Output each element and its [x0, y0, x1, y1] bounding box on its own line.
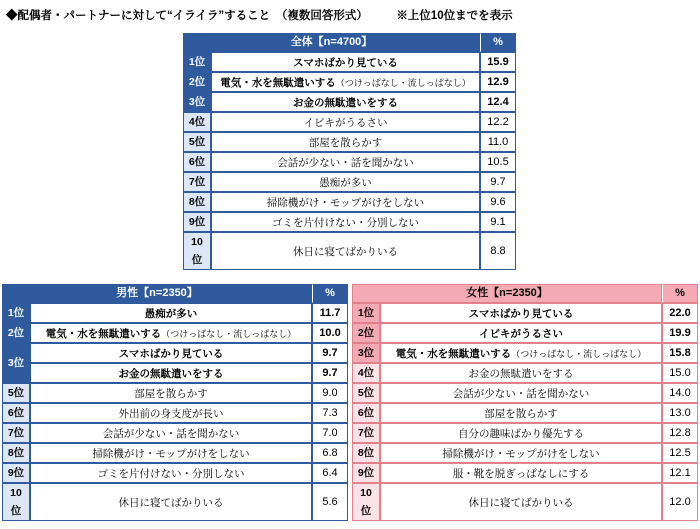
table-male	[2, 284, 348, 521]
table-row	[183, 172, 516, 192]
table-row	[352, 343, 698, 363]
page-title-note: ※上位10位までを表示	[396, 10, 513, 22]
table-header-row	[2, 284, 348, 303]
rank-cell: 1位	[2, 303, 30, 323]
table-row	[2, 343, 348, 363]
rank-cell: 3位	[352, 343, 380, 363]
rank-cell: 10位	[2, 483, 30, 521]
label-cell: 自分の趣味ばかり優先する	[380, 423, 662, 443]
table-row	[352, 303, 698, 323]
table-row	[183, 112, 516, 132]
value-cell: 12.9	[480, 72, 516, 92]
table-row	[183, 232, 516, 270]
rank-cell: 8位	[352, 443, 380, 463]
column-header-overall: 全体【n=4700】	[183, 33, 480, 52]
label-cell: イビキがうるさい	[211, 112, 480, 132]
table-female	[352, 284, 698, 521]
rank-cell: 3位	[2, 343, 30, 383]
label-main: 電気・水を無駄遣いする	[395, 347, 512, 360]
label-main: 電気・水を無駄遣いする	[45, 327, 162, 340]
rank-cell: 5位	[183, 132, 211, 152]
column-header-percent: %	[312, 284, 348, 303]
label-cell: スマホばかり見ている	[380, 303, 662, 323]
label-sub: （つけっぱなし・流しっぱなし）	[335, 77, 471, 88]
table-row	[2, 463, 348, 483]
rank-cell: 6位	[2, 403, 30, 423]
label-cell: お金の無駄遣いをする	[380, 363, 662, 383]
table-overall	[183, 33, 516, 270]
table-row	[2, 423, 348, 443]
rank-cell: 6位	[352, 403, 380, 423]
rank-cell: 8位	[183, 192, 211, 212]
label-cell: お金の無駄遣いをする	[211, 92, 480, 112]
table-row	[352, 443, 698, 463]
label-cell: 休日に寝てばかりいる	[380, 483, 662, 521]
rank-cell: 5位	[2, 383, 30, 403]
label-cell: 外出前の身支度が長い	[30, 403, 312, 423]
value-cell: 15.9	[480, 52, 516, 72]
label-cell: 部屋を散らかす	[211, 132, 480, 152]
value-cell: 9.7	[480, 172, 516, 192]
value-cell: 22.0	[662, 303, 698, 323]
rank-cell: 7位	[183, 172, 211, 192]
column-header-percent: %	[480, 33, 516, 52]
table-row	[2, 483, 348, 521]
rank-cell: 1位	[183, 52, 211, 72]
label-cell: スマホばかり見ている	[30, 343, 312, 363]
page-title-text: ◆配偶者・パートナーに対して“イライラ”すること （複数回答形式）	[6, 10, 368, 22]
table-row	[183, 72, 516, 92]
table-row	[352, 423, 698, 443]
rank-cell: 2位	[352, 323, 380, 343]
label-cell: お金の無駄遣いをする	[30, 363, 312, 383]
value-cell: 15.8	[662, 343, 698, 363]
table-row	[2, 403, 348, 423]
value-cell: 13.0	[662, 403, 698, 423]
table-row	[352, 363, 698, 383]
value-cell: 9.7	[312, 363, 348, 383]
label-cell: 休日に寝てばかりいる	[30, 483, 312, 521]
table-row	[352, 383, 698, 403]
label-cell: 休日に寝てばかりいる	[211, 232, 480, 270]
label-cell	[380, 343, 662, 363]
table-row	[183, 192, 516, 212]
rank-cell: 1位	[352, 303, 380, 323]
value-cell: 7.0	[312, 423, 348, 443]
label-sub: （つけっぱなし・流しっぱなし）	[511, 348, 647, 359]
value-cell: 9.7	[312, 343, 348, 363]
rank-cell: 9位	[2, 463, 30, 483]
value-cell: 5.6	[312, 483, 348, 521]
table-row	[183, 92, 516, 112]
rank-cell: 4位	[352, 363, 380, 383]
value-cell: 10.5	[480, 152, 516, 172]
column-header-female: 女性【n=2350】	[352, 284, 662, 303]
label-cell: 服・靴を脱ぎっぱなしにする	[380, 463, 662, 483]
value-cell: 14.0	[662, 383, 698, 403]
value-cell: 11.0	[480, 132, 516, 152]
value-cell: 12.2	[480, 112, 516, 132]
label-cell: 会話が少ない・話を聞かない	[211, 152, 480, 172]
label-cell	[211, 72, 480, 92]
rank-cell: 6位	[183, 152, 211, 172]
label-cell: 会話が少ない・話を聞かない	[380, 383, 662, 403]
label-cell: イビキがうるさい	[380, 323, 662, 343]
label-cell: 部屋を散らかす	[380, 403, 662, 423]
table-row	[352, 463, 698, 483]
table-row	[2, 323, 348, 343]
label-cell: ゴミを片付けない・分別しない	[30, 463, 312, 483]
table-row	[352, 323, 698, 343]
column-header-male: 男性【n=2350】	[2, 284, 312, 303]
label-cell: 会話が少ない・話を聞かない	[30, 423, 312, 443]
table-header-row	[183, 33, 516, 52]
table-row	[2, 443, 348, 463]
table-row	[2, 383, 348, 403]
column-header-percent: %	[662, 284, 698, 303]
table-row	[2, 303, 348, 323]
value-cell: 19.9	[662, 323, 698, 343]
value-cell: 7.3	[312, 403, 348, 423]
table-row	[183, 132, 516, 152]
rank-cell: 8位	[2, 443, 30, 463]
label-cell: 愚痴が多い	[211, 172, 480, 192]
table-row	[352, 483, 698, 521]
rank-cell: 2位	[183, 72, 211, 92]
label-cell: 掃除機がけ・モップがけをしない	[380, 443, 662, 463]
value-cell: 10.0	[312, 323, 348, 343]
rank-cell: 7位	[2, 423, 30, 443]
label-cell: 掃除機がけ・モップがけをしない	[211, 192, 480, 212]
value-cell: 12.5	[662, 443, 698, 463]
value-cell: 12.0	[662, 483, 698, 521]
table-row	[2, 363, 348, 383]
rank-cell: 9位	[352, 463, 380, 483]
value-cell: 11.7	[312, 303, 348, 323]
value-cell: 6.4	[312, 463, 348, 483]
value-cell: 9.0	[312, 383, 348, 403]
label-cell: スマホばかり見ている	[211, 52, 480, 72]
value-cell: 9.6	[480, 192, 516, 212]
value-cell: 15.0	[662, 363, 698, 383]
label-cell: ゴミを片付けない・分別しない	[211, 212, 480, 232]
label-sub: （つけっぱなし・流しっぱなし）	[161, 328, 297, 339]
label-cell: 掃除機がけ・モップがけをしない	[30, 443, 312, 463]
table-row	[183, 152, 516, 172]
value-cell: 9.1	[480, 212, 516, 232]
rank-cell: 5位	[352, 383, 380, 403]
rank-cell: 4位	[183, 112, 211, 132]
table-row	[183, 52, 516, 72]
page-title	[6, 7, 513, 23]
rank-cell: 3位	[183, 92, 211, 112]
label-cell: 部屋を散らかす	[30, 383, 312, 403]
label-main: 電気・水を無駄遣いする	[220, 76, 336, 89]
value-cell: 12.4	[480, 92, 516, 112]
rank-cell: 10位	[183, 232, 211, 270]
label-cell: 愚痴が多い	[30, 303, 312, 323]
rank-cell: 2位	[2, 323, 30, 343]
table-row	[352, 403, 698, 423]
value-cell: 12.8	[662, 423, 698, 443]
label-cell	[30, 323, 312, 343]
rank-cell: 10位	[352, 483, 380, 521]
value-cell: 12.1	[662, 463, 698, 483]
rank-cell: 7位	[352, 423, 380, 443]
rank-cell: 9位	[183, 212, 211, 232]
value-cell: 6.8	[312, 443, 348, 463]
table-header-row	[352, 284, 698, 303]
value-cell: 8.8	[480, 232, 516, 270]
table-row	[183, 212, 516, 232]
